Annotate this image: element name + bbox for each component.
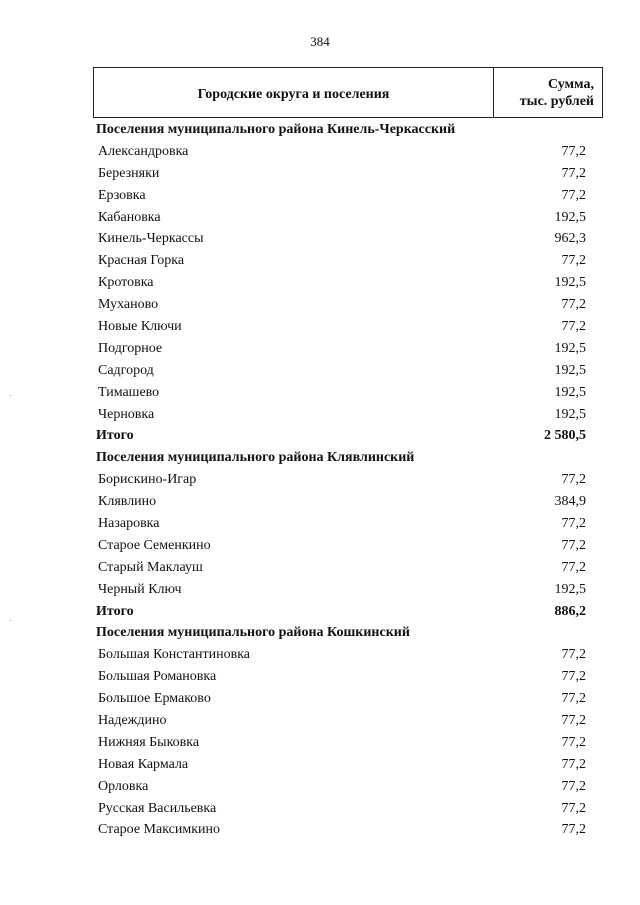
section-title: Поселения муниципального района Кошкинский (96, 625, 410, 641)
total-row (96, 601, 586, 623)
settlement-name: Садгород (98, 362, 154, 378)
settlement-name: Орловка (98, 778, 149, 794)
section-header-row (96, 447, 586, 469)
settlement-name: Красная Горка (98, 253, 185, 269)
settlement-name: Александровка (98, 143, 189, 159)
settlement-name: Большая Романовка (98, 669, 217, 685)
total-value: 2 580,5 (544, 428, 586, 444)
sum-value: 77,2 (561, 297, 586, 313)
table-row (96, 798, 586, 820)
table-row (96, 294, 586, 316)
sum-value: 192,5 (554, 581, 586, 597)
table-row (96, 207, 586, 229)
sum-value: 77,2 (561, 515, 586, 531)
sum-value: 77,2 (561, 669, 586, 685)
settlement-name: Березняки (98, 165, 160, 181)
sum-value: 77,2 (561, 800, 586, 816)
total-value: 886,2 (554, 603, 586, 619)
settlement-name: Кротовка (98, 275, 154, 291)
table-row (96, 404, 586, 426)
table-row (96, 732, 586, 754)
settlement-name: Черный Ключ (98, 581, 182, 597)
settlement-name: Назаровка (98, 515, 160, 531)
sum-value: 77,2 (561, 559, 586, 575)
table-row (96, 535, 586, 557)
sum-value: 384,9 (554, 494, 586, 510)
settlement-name: Черновка (98, 406, 155, 422)
sum-value: 192,5 (554, 406, 586, 422)
sum-value: 192,5 (554, 340, 586, 356)
sum-value: 77,2 (561, 712, 586, 728)
section-header-row (96, 119, 586, 141)
scan-artifact (10, 395, 11, 396)
settlement-name: Большое Ермаково (98, 691, 211, 707)
sum-value: 962,3 (554, 231, 586, 247)
settlement-name: Тимашево (98, 384, 160, 400)
sum-value: 77,2 (561, 756, 586, 772)
table-row (96, 360, 586, 382)
sum-value: 77,2 (561, 691, 586, 707)
sum-value: 192,5 (554, 275, 586, 291)
settlement-name: Ерзовка (98, 187, 146, 203)
sum-value: 77,2 (561, 472, 586, 488)
total-label: Итого (96, 603, 134, 619)
table-row (96, 491, 586, 513)
sum-value: 77,2 (561, 647, 586, 663)
settlement-name: Старый Маклауш (98, 559, 203, 575)
header-sum-line1: Сумма, (547, 76, 594, 92)
settlement-name: Старое Семенкино (98, 537, 211, 553)
sum-value: 192,5 (554, 209, 586, 225)
table-row (96, 272, 586, 294)
sum-value: 77,2 (561, 734, 586, 750)
section-header-row (96, 622, 586, 644)
table-row (96, 666, 586, 688)
table-row (96, 644, 586, 666)
sum-value: 77,2 (561, 165, 586, 181)
table-row (96, 579, 586, 601)
sum-value: 77,2 (561, 253, 586, 269)
table-row (96, 382, 586, 404)
table-row (96, 513, 586, 535)
settlement-name: Надеждино (98, 712, 167, 728)
table-row (96, 776, 586, 798)
page-number: 384 (310, 34, 330, 49)
table-row (96, 469, 586, 491)
table-row (96, 228, 586, 250)
section-title: Поселения муниципального района Кинель-Черкасский (96, 121, 456, 137)
settlement-name: Подгорное (98, 340, 163, 356)
table-row (96, 250, 586, 272)
table-body (96, 119, 586, 841)
settlement-name: Кабановка (98, 209, 161, 225)
settlement-name: Новые Ключи (98, 318, 182, 334)
sum-value: 192,5 (554, 362, 586, 378)
settlement-name: Борискино-Игар (98, 472, 197, 488)
table-row (96, 338, 586, 360)
section-title: Поселения муниципального района Клявлинский (96, 450, 415, 466)
table-row (96, 688, 586, 710)
scan-artifact (10, 620, 11, 621)
settlement-name: Старое Максимкино (98, 822, 221, 838)
settlement-name: Нижняя Быковка (98, 734, 200, 750)
table-row (96, 185, 586, 207)
table-header (93, 67, 603, 118)
settlement-name: Русская Васильевка (98, 800, 217, 816)
sum-value: 77,2 (561, 778, 586, 794)
header-settlements-column: Городские округа и поселения (94, 68, 494, 117)
sum-value: 77,2 (561, 187, 586, 203)
settlement-name: Клявлино (98, 494, 157, 510)
total-label: Итого (96, 428, 134, 444)
settlement-name: Новая Кармала (98, 756, 189, 772)
table-row (96, 754, 586, 776)
sum-value: 77,2 (561, 822, 586, 838)
table-row (96, 316, 586, 338)
table-row (96, 710, 586, 732)
settlement-name: Большая Константиновка (98, 647, 251, 663)
settlement-name: Муханово (98, 297, 159, 313)
table-row (96, 557, 586, 579)
table-row (96, 820, 586, 842)
sum-value: 192,5 (554, 384, 586, 400)
header-sum-column (494, 68, 602, 117)
table-row (96, 163, 586, 185)
sum-value: 77,2 (561, 143, 586, 159)
sum-value: 77,2 (561, 318, 586, 334)
settlement-name: Кинель-Черкассы (98, 231, 204, 247)
table-row (96, 141, 586, 163)
sum-value: 77,2 (561, 537, 586, 553)
total-row (96, 425, 586, 447)
header-sum-line2: тыс. рублей (519, 93, 594, 109)
